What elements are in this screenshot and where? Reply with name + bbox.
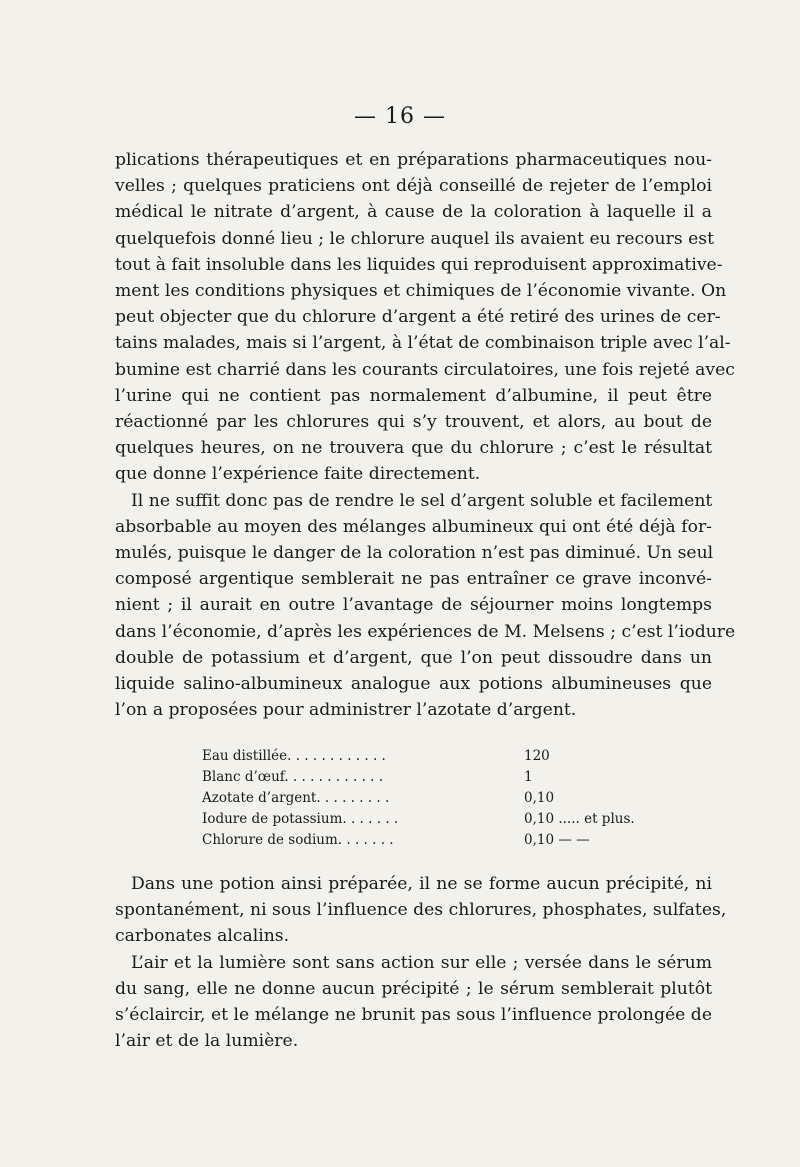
ingredient-name: Eau distillée. . . . . . . . . . . . <box>202 748 386 764</box>
text-line: tout à fait insoluble dans les liquides qui reproduisent approximative- <box>115 254 723 275</box>
text-line: Dans une potion ainsi préparée, il ne se forme aucun précipité, ni <box>131 874 712 894</box>
body-text-upper <box>115 147 736 723</box>
text-line: l’air et de la lumière. <box>115 1031 299 1052</box>
recipe-list <box>202 746 635 851</box>
text-line: l’on a proposées pour administrer l’azotate d’argent. <box>115 700 577 721</box>
text-line: quelquefois donné lieu ; le chlorure auquel ils avaient eu recours est <box>115 228 715 249</box>
text-line: réactionné par les chlorures qui s’y trouvent, et alors, au bout de <box>115 412 712 433</box>
ingredient-quantity: 120 <box>524 748 550 764</box>
text-line: que donne l’expérience faite directement. <box>115 464 481 485</box>
recipe-row <box>202 788 635 809</box>
recipe-row <box>202 767 635 788</box>
text-line: l’urine qui ne contient pas normalement d’albumine, il peut être <box>115 385 712 406</box>
ingredient-name: Azotate d’argent. . . . . . . . . <box>202 790 390 806</box>
ingredient-quantity: 1 <box>524 769 533 785</box>
text-line: quelques heures, on ne trouvera que du chlorure ; c’est le résultat <box>115 438 712 459</box>
text-line: dans l’économie, d’après les expériences de M. Melsens ; c’est l’iodure <box>115 621 736 642</box>
ingredient-name: Blanc d’œuf. . . . . . . . . . . . <box>202 769 384 785</box>
text-line: velles ; quelques praticiens ont déjà conseillé de rejeter de l’emploi <box>115 176 712 197</box>
recipe-row <box>202 830 635 851</box>
text-line: Il ne suffit donc pas de rendre le sel d’argent soluble et facilement <box>131 490 713 511</box>
text-line: spontanément, ni sous l’influence des chlorures, phosphates, sulfates, <box>115 900 727 921</box>
text-line: nient ; il aurait en outre l’avantage de séjourner moins longtemps <box>115 595 712 616</box>
page-number: — 16 — <box>354 104 446 129</box>
text-line: plications thérapeutiques et en préparations pharmaceutiques nou- <box>115 150 712 170</box>
text-line: s’éclaircir, et le mélange ne brunit pas sous l’influence prolongée de <box>115 1005 712 1026</box>
recipe-row <box>202 746 635 767</box>
text-line: bumine est charrié dans les courants circulatoires, une fois rejeté avec <box>115 359 735 380</box>
body-text-lower <box>115 871 727 1054</box>
text-line: absorbable au moyen des mélanges albumineux qui ont été déjà for- <box>115 516 712 537</box>
text-line: ment les conditions physiques et chimiques de l’économie vivante. On <box>115 281 727 302</box>
text-line: L’air et la lumière sont sans action sur elle ; versée dans le sérum <box>131 952 712 973</box>
text-line: composé argentique semblerait ne pas entraîner ce grave inconvé- <box>115 569 712 590</box>
text-line: carbonates alcalins. <box>115 926 290 947</box>
text-line: mulés, puisque le danger de la coloration n’est pas diminué. Un seul <box>115 543 714 564</box>
text-line: peut objecter que du chlorure d’argent a été retiré des urines de cer- <box>115 307 721 328</box>
ingredient-quantity: 0,10 <box>524 790 555 806</box>
ingredient-name: Iodure de potassium. . . . . . . <box>202 811 399 827</box>
text-line: du sang, elle ne donne aucun précipité ; le sérum semblerait plutôt <box>115 978 712 999</box>
text-line: médical le nitrate d’argent, à cause de la coloration à laquelle il a <box>115 202 712 223</box>
text-line: double de potassium et d’argent, que l’on peut dissoudre dans un <box>115 647 712 668</box>
ingredient-name: Chlorure de sodium. . . . . . . <box>202 832 394 848</box>
ingredient-quantity: 0,10 ..... et plus. <box>524 811 635 827</box>
text-line: tains malades, mais si l’argent, à l’état de combinaison triple avec l’al- <box>115 333 731 354</box>
ingredient-quantity: 0,10 — — <box>524 832 590 848</box>
text-line: liquide salino-albumineux analogue aux potions albumineuses que <box>115 674 712 695</box>
recipe-row <box>202 809 635 830</box>
